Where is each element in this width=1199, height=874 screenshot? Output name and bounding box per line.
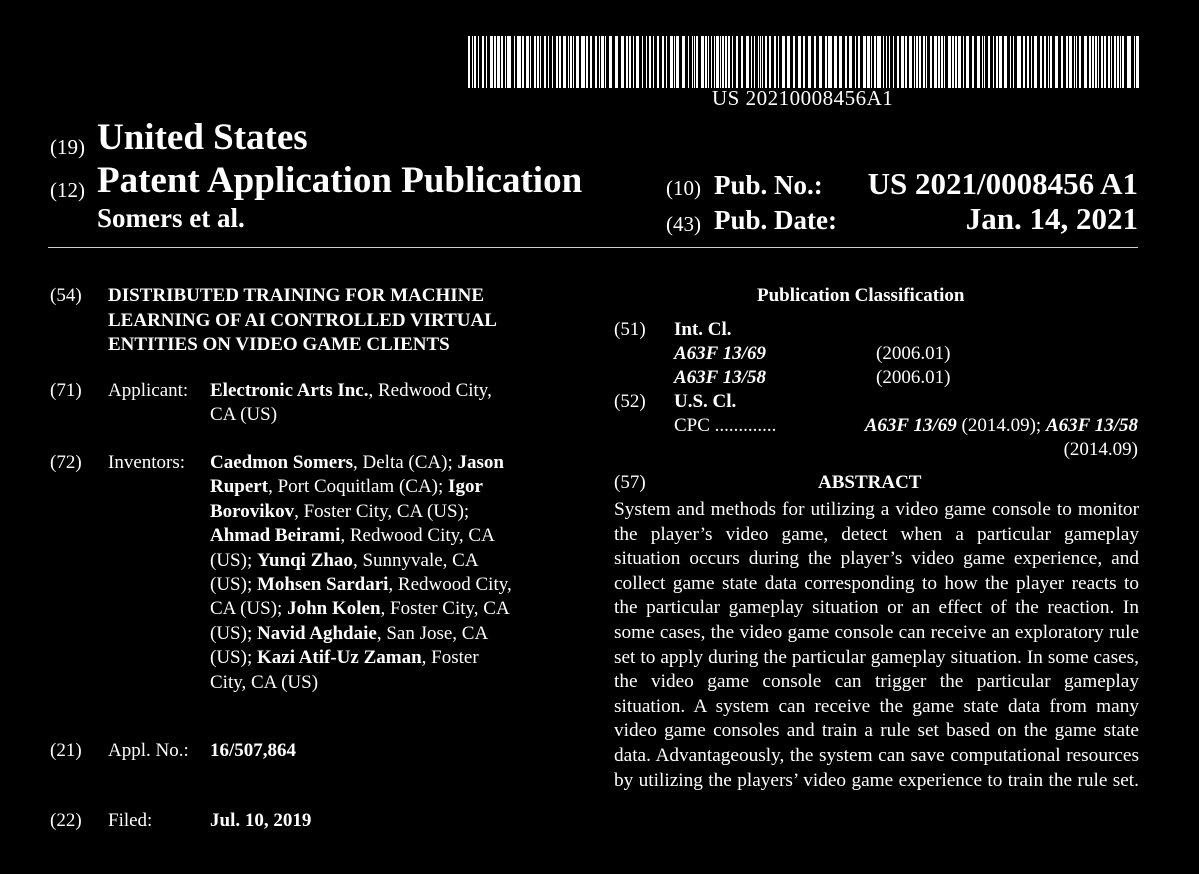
- barcode-bar: [601, 36, 604, 88]
- cpc-classes: [865, 414, 1138, 438]
- barcode-bar: [552, 36, 553, 88]
- barcode-bar: [754, 36, 755, 88]
- pub-no-label: Pub. No.:: [714, 170, 823, 200]
- barcode-bar: [720, 36, 721, 88]
- barcode-bar: [590, 36, 592, 88]
- barcode-bar: [828, 36, 832, 88]
- barcode-bar: [808, 36, 811, 88]
- barcode-bar: [1127, 36, 1131, 88]
- pub-date-code: (43): [666, 212, 701, 236]
- applicant-name: Electronic Arts Inc.: [210, 380, 369, 401]
- barcode-bar: [993, 36, 994, 88]
- barcode-bar: [834, 36, 837, 88]
- cpc-line: [674, 414, 776, 438]
- barcode-bar: [948, 36, 951, 88]
- barcode-bar: [662, 36, 664, 88]
- int-cl-version-1: (2006.01): [876, 343, 951, 364]
- inventor-line: [210, 646, 512, 670]
- barcode: [468, 36, 1142, 88]
- inventors-code: (72): [50, 452, 82, 473]
- country-name: United States: [97, 117, 308, 158]
- barcode-bar: [923, 36, 925, 88]
- barcode-bar: [559, 36, 561, 88]
- barcode-bar: [556, 36, 558, 88]
- title-line: ENTITIES ON VIDEO GAME CLIENTS: [108, 334, 450, 356]
- abstract-text: System and methods for utilizing a video game console to monitor the player’s video game, detect when a particular gameplay situation occurs during the player’s video game experience, and collect game state data corresponding to how the player reacts to the particular gameplay situation or an effect of the reaction. In some cases, the video game console can receive an exploratory rule set to apply during the particular gameplay situation. In some cases, the video game console can trigger the particular gameplay situation. A system can receive the game state data from many video game consoles and train a rule set based on the game state data. Advantageously, the system can save computational resources by utilizing the players’ video game experience to train the rule set.: [614, 499, 1139, 791]
- inventor-location: , Redwood City,: [388, 574, 512, 596]
- barcode-bar: [871, 36, 872, 88]
- inventor-location: , Delta (CA);: [353, 452, 458, 473]
- barcode-bar: [1013, 36, 1014, 88]
- barcode-bar: [605, 36, 606, 88]
- barcode-bar: [877, 36, 881, 88]
- inventor-location: , Foster City, CA (US);: [294, 500, 470, 522]
- inventor-location: (US);: [210, 622, 257, 644]
- barcode-bar: [537, 36, 539, 88]
- pub-no-value: US 2021/0008456 A1: [867, 166, 1138, 201]
- barcode-bar: [676, 36, 679, 88]
- filed-label: Filed:: [108, 810, 153, 831]
- inventor-name: Rupert: [210, 476, 269, 498]
- filed-value: Jul. 10, 2019: [210, 810, 312, 831]
- barcode-bar: [1017, 36, 1021, 88]
- barcode-bar: [1089, 36, 1091, 88]
- cpc-class-2: A63F 13/58: [1045, 415, 1138, 436]
- barcode-bar: [497, 36, 500, 88]
- pub-date-label: Pub. Date:: [714, 205, 837, 235]
- barcode-bar: [1023, 36, 1025, 88]
- barcode-bar: [494, 36, 496, 88]
- int-cl-code: (51): [614, 319, 646, 340]
- barcode-bar: [839, 36, 842, 88]
- barcode-bar: [573, 36, 574, 88]
- abstract-heading: ABSTRACT: [818, 472, 922, 493]
- inventor-line: [210, 475, 512, 499]
- barcode-bar: [576, 36, 579, 88]
- barcode-bar: [825, 36, 827, 88]
- barcode-bar: [517, 36, 521, 88]
- barcode-bar: [934, 36, 937, 88]
- barcode-bar: [1079, 36, 1081, 88]
- cpc-dots: .............: [714, 415, 777, 436]
- barcode-bar: [666, 36, 667, 88]
- barcode-bar: [1095, 36, 1097, 88]
- barcode-bar: [657, 36, 659, 88]
- barcode-bar: [1055, 36, 1058, 88]
- barcode-bar: [782, 36, 785, 88]
- barcode-bar: [595, 36, 597, 88]
- barcode-bar: [714, 36, 715, 88]
- barcode-bar: [897, 36, 899, 88]
- inventor-location: (US);: [210, 647, 257, 669]
- barcode-bar: [798, 36, 801, 88]
- int-cl-label: Int. Cl.: [674, 319, 732, 340]
- inventor-line: [210, 524, 512, 548]
- barcode-bar: [1117, 36, 1119, 88]
- pub-date-value: Jan. 14, 2021: [965, 201, 1138, 236]
- barcode-bar: [646, 36, 647, 88]
- inventor-location: , Redwood City, CA: [340, 525, 495, 547]
- barcode-bar: [919, 36, 921, 88]
- barcode-bar: [1136, 36, 1139, 88]
- barcode-bar: [984, 36, 985, 88]
- barcode-bar: [1004, 36, 1007, 88]
- publication-type-code: (12): [50, 178, 85, 202]
- barcode-bar: [874, 36, 876, 88]
- barcode-number: US 20210008456A1: [712, 86, 894, 110]
- barcode-bar: [787, 36, 790, 88]
- barcode-bar: [819, 36, 822, 88]
- barcode-bar: [1034, 36, 1037, 88]
- barcode-bar: [914, 36, 915, 88]
- barcode-bar: [867, 36, 870, 88]
- abstract-code: (57): [614, 472, 646, 493]
- header-divider: [48, 247, 1138, 248]
- barcode-bar: [751, 36, 752, 88]
- barcode-bar: [1092, 36, 1094, 88]
- barcode-bar: [570, 36, 572, 88]
- barcode-bar: [468, 36, 470, 88]
- barcode-bar: [741, 36, 743, 88]
- inventor-name: Navid Aghdaie: [256, 622, 377, 644]
- inventor-name: Kazi Atif-Uz Zaman: [256, 647, 422, 669]
- barcode-bar: [858, 36, 860, 88]
- barcode-bar: [803, 36, 805, 88]
- barcode-bar: [793, 36, 795, 88]
- barcode-bar: [996, 36, 998, 88]
- barcode-bar: [778, 36, 779, 88]
- inventor-location: , San Jose, CA: [376, 622, 489, 644]
- inventor-line: [210, 549, 512, 573]
- barcode-bar: [963, 36, 964, 88]
- barcode-bar: [845, 36, 847, 88]
- inventor-line: [210, 573, 512, 597]
- barcode-bar: [814, 36, 816, 88]
- cpc-version-2: (2014.09): [1063, 439, 1138, 460]
- inventor-location: , Port Coquitlam (CA);: [268, 476, 449, 498]
- barcode-bar: [472, 36, 473, 88]
- barcode-bar: [765, 36, 767, 88]
- barcode-bar: [982, 36, 983, 88]
- inventor-name: Borovikov: [210, 500, 295, 522]
- barcode-bar: [972, 36, 974, 88]
- barcode-bar: [526, 36, 529, 88]
- barcode-bar: [581, 36, 585, 88]
- inventor-line: [210, 622, 512, 646]
- barcode-bar: [893, 36, 894, 88]
- inventor-name: Yunqi Zhao: [256, 549, 353, 571]
- barcode-bar: [649, 36, 651, 88]
- inventor-name: Jason: [457, 452, 504, 473]
- barcode-bar: [977, 36, 980, 88]
- appl-no-value: 16/507,864: [210, 740, 297, 761]
- barcode-bar: [1040, 36, 1042, 88]
- barcode-bar: [626, 36, 628, 88]
- barcode-bar: [966, 36, 969, 88]
- applicant-value: [210, 379, 492, 428]
- barcode-bar: [682, 36, 685, 88]
- inventors-label: Inventors:: [108, 452, 186, 473]
- barcode-bar: [1101, 36, 1103, 88]
- authors: Somers et al.: [97, 203, 245, 233]
- barcode-bar: [1111, 36, 1112, 88]
- barcode-bar: [653, 36, 654, 88]
- barcode-bar: [930, 36, 932, 88]
- filed-code: (22): [50, 810, 82, 831]
- barcode-bar: [701, 36, 704, 88]
- barcode-bar: [728, 36, 730, 88]
- inventor-name: Igor: [448, 476, 483, 498]
- inventor-location: , Foster: [421, 647, 479, 669]
- int-cl-version-2: (2006.01): [876, 367, 951, 388]
- barcode-bar: [863, 36, 866, 88]
- barcode-bar: [1108, 36, 1110, 88]
- barcode-bar: [474, 36, 476, 88]
- barcode-bar: [629, 36, 631, 88]
- barcode-bar: [769, 36, 771, 88]
- title-code: (54): [50, 285, 82, 306]
- classification-heading: Publication Classification: [757, 285, 965, 306]
- barcode-bar: [938, 36, 940, 88]
- barcode-bar: [540, 36, 541, 88]
- barcode-bar: [1050, 36, 1052, 88]
- barcode-bar: [514, 36, 515, 88]
- title-line: LEARNING OF AI CONTROLLED VIRTUAL: [108, 309, 497, 331]
- barcode-bar: [736, 36, 738, 88]
- barcode-bar: [926, 36, 927, 88]
- barcode-bar: [708, 36, 709, 88]
- barcode-bar: [642, 36, 643, 88]
- country-code: (19): [50, 135, 85, 159]
- barcode-bar: [883, 36, 884, 88]
- barcode-bar: [1098, 36, 1099, 88]
- barcode-bar: [988, 36, 990, 88]
- barcode-bar: [732, 36, 733, 88]
- barcode-bar: [762, 36, 763, 88]
- barcode-bar: [1061, 36, 1063, 88]
- barcode-bar: [941, 36, 943, 88]
- inventor-name: Mohsen Sardari: [256, 574, 389, 596]
- barcode-bar: [1044, 36, 1046, 88]
- barcode-bar: [1066, 36, 1068, 88]
- barcode-bar: [568, 36, 569, 88]
- barcode-bar: [849, 36, 852, 88]
- inventor-name: Caedmon Somers: [210, 452, 354, 473]
- applicant-code: (71): [50, 380, 82, 401]
- barcode-bar: [621, 36, 624, 88]
- barcode-bar: [505, 36, 506, 88]
- barcode-bar: [909, 36, 912, 88]
- barcode-bar: [746, 36, 749, 88]
- barcode-bar: [674, 36, 675, 88]
- barcode-bar: [1031, 36, 1032, 88]
- barcode-bar: [670, 36, 673, 88]
- barcode-bar: [725, 36, 727, 88]
- barcode-bar: [716, 36, 719, 88]
- applicant-label: Applicant:: [108, 380, 189, 401]
- inventor-name: John Kolen: [287, 598, 381, 620]
- inventor-location: (US);: [210, 549, 257, 571]
- barcode-bar: [636, 36, 639, 88]
- barcode-bar: [688, 36, 689, 88]
- barcode-bar: [901, 36, 904, 88]
- int-cl-class-2: A63F 13/58: [674, 367, 767, 388]
- invention-title: [108, 284, 497, 358]
- barcode-bar: [1076, 36, 1077, 88]
- inventor-location: , Foster City, CA: [380, 598, 510, 620]
- title-line: DISTRIBUTED TRAINING FOR MACHINE: [108, 285, 485, 306]
- inventor-location: , Sunnyvale, CA: [352, 549, 479, 571]
- barcode-bar: [722, 36, 724, 88]
- applicant-location-2: CA (US): [210, 404, 278, 426]
- barcode-bar: [905, 36, 907, 88]
- barcode-bar: [889, 36, 890, 88]
- barcode-bar: [1074, 36, 1075, 88]
- inventor-line: [210, 451, 512, 475]
- barcode-bar: [711, 36, 712, 88]
- barcode-bar: [1048, 36, 1049, 88]
- barcode-bar: [1114, 36, 1116, 88]
- barcode-bar: [760, 36, 761, 88]
- barcode-bar: [999, 36, 1002, 88]
- barcode-bar: [486, 36, 487, 88]
- barcode-bar: [478, 36, 479, 88]
- appl-no-label: Appl. No.:: [108, 740, 189, 761]
- barcode-bar: [586, 36, 588, 88]
- barcode-bar: [1120, 36, 1121, 88]
- applicant-location: , Redwood City,: [368, 380, 492, 401]
- barcode-bar: [1010, 36, 1011, 88]
- barcode-bar: [774, 36, 776, 88]
- barcode-bar: [615, 36, 618, 88]
- barcode-bar: [1122, 36, 1124, 88]
- barcode-bar: [855, 36, 856, 88]
- inventor-location: (US);: [210, 574, 257, 596]
- barcode-bar: [952, 36, 954, 88]
- barcode-bar: [534, 36, 536, 88]
- barcode-bar: [944, 36, 945, 88]
- inventor-location: CA (US);: [210, 598, 288, 620]
- barcode-bar: [916, 36, 918, 88]
- barcode-bar: [705, 36, 707, 88]
- barcode-bar: [886, 36, 887, 88]
- inventor-line: [210, 500, 512, 524]
- barcode-bar: [633, 36, 634, 88]
- barcode-bar: [490, 36, 493, 88]
- cpc-class-1: A63F 13/69: [864, 415, 957, 436]
- inventor-line: [210, 671, 512, 695]
- barcode-bar: [482, 36, 484, 88]
- inventor-location: City, CA (US): [210, 671, 319, 693]
- barcode-bar: [563, 36, 566, 88]
- barcode-bar: [1134, 36, 1135, 88]
- barcode-bar: [1084, 36, 1087, 88]
- publication-type: Patent Application Publication: [97, 160, 583, 201]
- barcode-bar: [692, 36, 693, 88]
- us-cl-label: U.S. Cl.: [674, 391, 737, 412]
- barcode-bar: [955, 36, 957, 88]
- barcode-bar: [758, 36, 759, 88]
- barcode-bar: [548, 36, 549, 88]
- inventors-list: [210, 451, 512, 695]
- us-cl-code: (52): [614, 391, 646, 412]
- barcode-bar: [544, 36, 546, 88]
- appl-no-code: (21): [50, 740, 82, 761]
- cpc-label: CPC: [674, 415, 710, 436]
- int-cl-class-1: A63F 13/69: [674, 343, 767, 364]
- barcode-bar: [694, 36, 695, 88]
- cpc-version-1: (2014.09);: [956, 415, 1046, 436]
- barcode-bar: [530, 36, 531, 88]
- barcode-bar: [501, 36, 503, 88]
- inventor-line: [210, 597, 512, 621]
- barcode-bar: [1027, 36, 1029, 88]
- barcode-bar: [958, 36, 961, 88]
- barcode-bar: [522, 36, 524, 88]
- barcode-bar: [1069, 36, 1072, 88]
- pub-no-code: (10): [666, 176, 701, 200]
- barcode-bar: [609, 36, 612, 88]
- barcode-bar: [1104, 36, 1106, 88]
- barcode-bar: [507, 36, 511, 88]
- barcode-bar: [696, 36, 698, 88]
- barcode-bar: [599, 36, 600, 88]
- inventor-name: Ahmad Beirami: [210, 525, 341, 547]
